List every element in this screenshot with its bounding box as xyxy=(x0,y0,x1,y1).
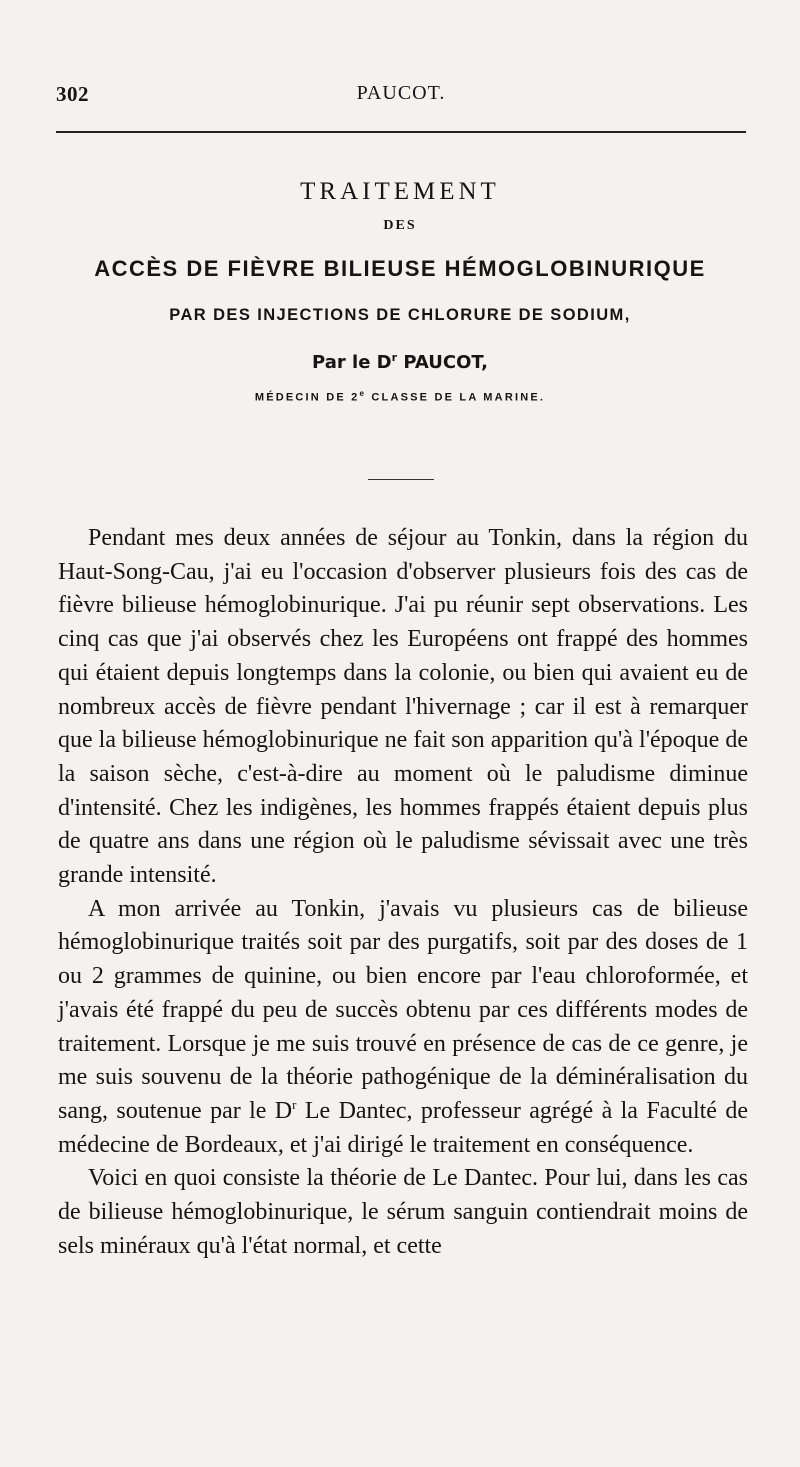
affiliation-sup: e xyxy=(359,389,367,398)
author-line xyxy=(40,346,760,386)
affiliation-suffix: CLASSE DE LA MARINE. xyxy=(371,391,546,404)
affiliation-line xyxy=(40,386,760,406)
title-line-4: PAR DES INJECTIONS DE CHLORURE DE SODIUM, xyxy=(169,306,631,324)
author-prefix-sup: r xyxy=(391,351,398,364)
paragraph-2-part-1: A mon arrivée au Tonkin, j'avais vu plusieurs cas de bilieuse hémoglobinurique traités soit par des purgatifs, soit par des doses de 1 ou 2 grammes de quinine, ou bien encore par l'eau chloroformée, et j'avais été frappé du peu de succès obtenu par ces différents modes de traitement. Lorsque je me suis trouvé en présence de cas de ce genre, je me suis souvenu de la théorie pathogénique de la déminéralisation du sang, soutenue par le D xyxy=(58,895,748,1124)
paragraph-2 xyxy=(58,893,748,1163)
article-body xyxy=(58,522,748,1263)
title-line-3: ACCÈS DE FIÈVRE BILIEUSE HÉMOGLOBINURIQUE xyxy=(94,256,706,281)
page-header xyxy=(56,82,746,110)
paragraph-3: Voici en quoi consiste la théorie de Le Dantec. Pour lui, dans les cas de bilieuse hémoglobinurique, le sérum sanguin contiendrait moins de sels minéraux qu'à l'état normal, et cette xyxy=(58,1165,748,1259)
paragraph-1: Pendant mes deux années de séjour au Tonkin, dans la région du Haut-Song-Cau, j'ai eu l'occasion d'observer plusieurs fois des cas de fièvre bilieuse hémoglobinurique. J'ai pu réunir sept observations. Les cinq cas que j'ai observés chez les Européens ont frappé des hommes qui étaient depuis longtemps dans la colonie, ou bien qui avaient eu de nombreux accès de fièvre pendant l'hivernage ; car il est à remarquer que la bilieuse hémoglobinurique ne fait son apparition qu'à l'époque de la saison sèche, c'est-à-dire au moment où le paludisme diminue d'intensité. Chez les indigènes, les hommes frappés étaient depuis plus de quatre ans dans une région où le paludisme sévissait avec une très grande intensité. xyxy=(58,525,748,889)
header-rule xyxy=(56,131,746,133)
running-head: PAUCOT. xyxy=(356,82,446,104)
title-line-2: DES xyxy=(383,218,417,233)
paragraph-2-sup: r xyxy=(292,1096,297,1112)
article-title-block xyxy=(40,176,760,406)
author-name: PAUCOT, xyxy=(403,352,488,373)
paragraph-2-part-2: Le Dantec, professeur agrégé à la Faculté de médecine de Bordeaux, et j'ai dirigé le traitement en conséquence. xyxy=(58,1097,748,1158)
title-separator-rule xyxy=(368,479,434,480)
title-line-1: TRAITEMENT xyxy=(300,178,500,205)
page-number: 302 xyxy=(56,82,89,106)
author-prefix: Par le D xyxy=(312,352,392,373)
affiliation-prefix: MÉDECIN DE 2 xyxy=(254,391,360,404)
